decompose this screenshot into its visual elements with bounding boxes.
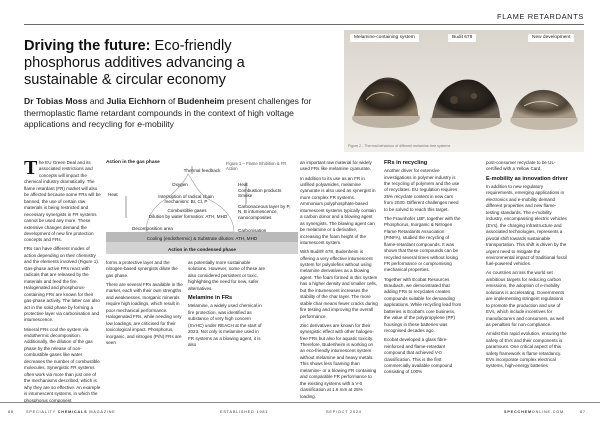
column-4 [300,160,378,403]
label-thermal-feedback: Thermal feedback [183,168,221,173]
label-interruption: Interruption of radical chain mechanism: Br, Cl, P [158,194,214,205]
established: ESTABLISHED 1981 [220,410,269,414]
col4-p1: an important raw material for widely used FRs like melamine cyanurate. [300,160,372,172]
standfirst-and: and [87,96,107,106]
col3-p2: Melamine, a widely used chemical in fire protection, was identified as substance of very high concern (SVHC) under REACH at the start of 2023. Not only is melamine used in FR systems as a blowing agent, it is also [188,303,262,348]
col4-p4: Zinc derivatives are known for their synergistic effect with other halogen-free FRs but also for aquatic toxicity. Therefore, Budenheim is working on an eco-friendly intumescent system without melamine and heavy metals. This shows less foaming than melamine- or a blowing FR containing and comparable FR performance to the existing systems with a V-0 classification at 1.6 mm at 25% loading. [300,322,377,399]
col6-p4: Amidst this rapid evolution, ensuring the safety of EVs and their components is paramount. One critical aspect of this safety framework is flame retardancy. EVs incorporate complex electrical systems, high-energy batteries [486,331,567,369]
mag-post: MAGAZINE [87,410,116,414]
figure-1 [106,160,298,256]
issue-date: SEP/OCT 2024 [326,410,362,414]
article-standfirst [24,96,324,131]
photo-tab-1: Melamine-containing system [350,34,419,42]
photo-tab-2: Budit 678 [448,34,476,42]
top-rule [24,24,584,25]
col2-p2: There are several FRs available in the market, each with their own strengths and weaknesses. Inorganic minerals require high loadings, which result in poor mechanical performance. Halogenated FRs, while needing very low loadings, are criticised for their toxicological impact. Phosphorus, inorganic, and nitrogen (P/N) FRs are seen [106,281,183,346]
heading-emobility: E-mobility as innovation driver [486,175,568,182]
label-heat-left: Heat [108,192,118,197]
col4-p3: With Budit® 678, Budenheim is offering a very effective intumescent system for polyolefins without using melamine derivatives as a blowing agent. The foam formed in this system has a higher density and smaller cells, but the intumescent increases the stability of the char layer. The more stable char means fewer cracks during fire testing and improving the overall performance. [300,249,378,319]
article-headline [24,38,306,89]
col5-p2: The Fraunhofer LBF, together with the Phosphorus, Inorganic & Nitrogen Flame Retardants Association (PINFA), studied the recycling of flame-retardant compounds. It was shown that these compounds can be recycled several times without losing FR performance or compromising mechanical properties. [384,215,461,273]
column-1 [24,157,102,407]
headline-rest: Eco-friendly phosphorus additives advancing a sustainable & circular economy [24,38,245,88]
column-3 [188,260,266,351]
col2-p1: forms a protective layer and the nitrogen-based synergists dilute the gas phase. [106,260,178,278]
label-oxygen: Oxygen [172,182,188,187]
headline-bold: Driving the future: [24,38,151,54]
label-dilution: Dilution by water formation: ATH, MHD [148,214,228,219]
col5-p4: Ecobat developed a glass fibre-reinforced and flame-retardant compound that achieved V-0 classification. This is the first commercially available compound consisting of 100% [384,337,453,375]
photo-tab-3: New development [528,34,574,42]
standfirst-rest: present challenges for thermoplastic flame retardant compounds in the context of high voltage applications and recycling for e-mobility [24,96,312,129]
col5-p1: Another driver for extensive investigations in polymer industry is the recycling of polymers and the use of recyclates. EU regulation requires 25% recyclate content in new cars from 2030. Different challenges need to be solved to reach this target. [384,168,460,212]
column-2 [106,260,184,349]
author-1: Dr Tobias Moss [24,96,88,106]
section-label: FLAME RETARDANTS [497,12,584,21]
label-carbonisation: Carbonisation [238,228,267,233]
photo-caption: Figure 2 - Thermal behaviour of different melamine-free systems [348,144,451,148]
column-6 [486,160,568,372]
website [504,410,564,414]
heading-recycling: FRs in recycling [384,160,428,166]
label-carbonaceous: Carbonaceous layer by P, N, B intumescence, nanocomposites [238,204,291,220]
figure-caption: Figure 1 – Flame Inhibition & FR Action [226,161,287,171]
site-post: ONLINE.COM [531,410,564,414]
column-5 [384,160,462,379]
label-combustible-gases: Combustible gases [167,208,207,213]
col6-p2: In addition to new regulatory requirements, emerging applications in electronics and e-mobility demand different properties and new flame-testing standards. The e-mobility industry, encompassing electric vehicles (EVs), the charging infrastructure and associated technologies, represents a pivotal shift towards sustainable transportation. This shift is driven by the urgent need to mitigate the environmental impact of traditional fossil fuel-powered vehicles. [486,184,567,267]
heading-melamine: Melamine in FRs [188,295,233,302]
label-cooling: Cooling (endothermic) & Substrate dilution: ATH, MHD [146,236,258,241]
company-name: Budenheim [177,96,225,106]
author-2: Julia Eichhorn [106,96,166,106]
label-heat-right: Heat [238,182,248,187]
site-pre: SPECCHEM [504,410,532,414]
standfirst-of: of [165,96,178,106]
page-number-right: 87 [580,410,586,414]
sample-photo [344,30,584,152]
col5-p3: Together with Ecobat Resources Braubach, we demonstrated that adding FRs to recyclates creates compounds suitable for demanding applications. While recycling lead from batteries is Ecobat's core business, the value of the polypropylene (PP) housings in these batteries was recognised decades ago. [384,276,462,334]
label-decomposition: Decomposition area [132,226,173,231]
col3-p1: as potentially more sustainable solutions. However, some of these are also considered persistent or toxic, highlighting the need for new, safer alternatives. [188,260,266,291]
col1-p2: FRs can have different modes of action depending on their chemistry and the elements involved (Figure 1). Gas-phase active FRs react with radicals that are released by the materials and feed the fire. Halogenated and phosphorus-containing FRs are known for their gas-phase activity. The latter can also act in the solid phase by forming a protective layer via carbonisation and intumescence. [24,246,100,323]
col6-p1: post-consumer recyclate to be UL-certified with a Yellow Card. [486,160,556,172]
mag-pre: SPECIALITY [26,410,58,414]
col1-p1: he EU Green Deal and its associated restrictions and concepts will impact the chemical industry dramatically. The flame retardant (FR) market will also be affected because some FRs will be banned, the use of certain raw materials is being restricted and necessary synergists in FR systems cannot be used any more. These extensive changes demand the development of new fire protection concepts and FRs. [24,160,101,243]
label-condensed-phase: Action in the condensed phase [168,247,236,252]
mag-bold: CHEMICALS [57,410,88,414]
page-number-left: 88 [8,410,14,414]
col1-p3: Mineral FRs cool the system via endothermic decomposition. Additionally, the dilution of the gas phase by the release of non-combustible gases like water decreases the number of combustible molecules. Synergistic FR systems often work via more than just one of the mechanisms described, which is why they are so effective. An example is intumescent systems, in which the phosphorus component [24,326,101,403]
label-combustion: Combustion products Smoke [238,188,282,199]
drop-cap: T [24,157,38,179]
footer-rule [0,402,600,403]
col4-p2: In addition to its use as an FR in unfilled polyamides, melamine cyanurate is also used as synergist in more complex FR systems. Ammonium polyphosphate-based intumescent systems typically contain a carbon donor and a blowing agent as synergists. The blowing agent can be melamine or a derivative, increasing the foam height of the intumescent system. [300,175,376,246]
photo-illustration [344,30,584,152]
figure-title: Action in the gas phase [106,160,160,165]
col6-p3: As countries across the world set ambitious targets for reducing carbon emissions, the adoption of e-mobility solutions is accelerating. Governments are implementing stringent regulations to promote the production and use of EVs, which include incentives for manufacturers and consumers, as well as penalties for non-compliance. [486,270,565,328]
magazine-name [26,410,116,414]
